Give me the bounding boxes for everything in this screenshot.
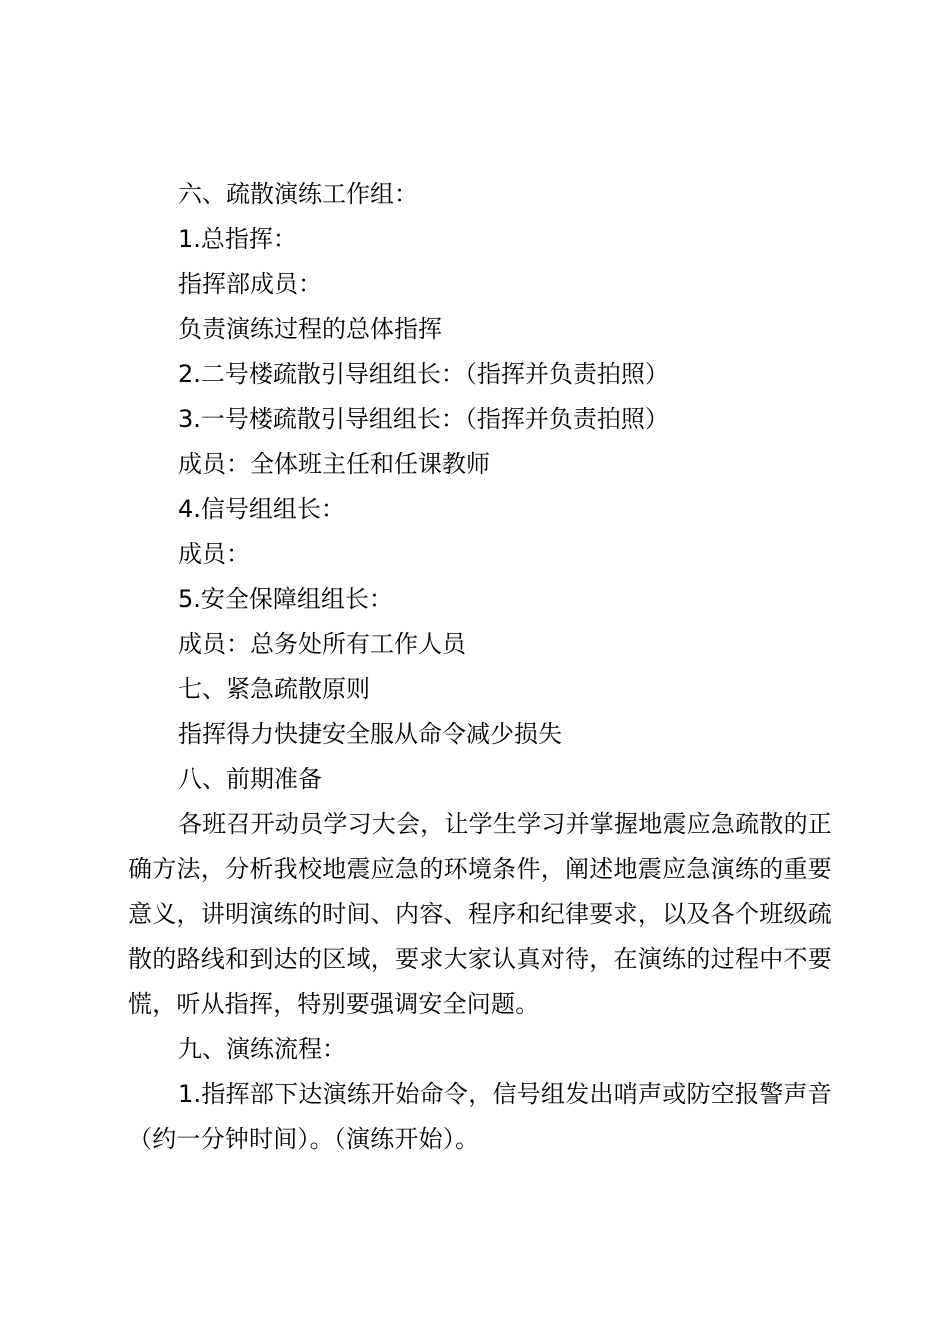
line-command-duty: 负责演练过程的总体指挥 [178, 315, 442, 343]
paragraph-preparation: 各班召开动员学习大会，让学生学习并掌握地震应急疏散的正确方法，分析我校地震应急的环境条件，阐述地震应急演练的重要意义，讲明演练的时间、内容、程序和纪律要求，以及各个班级疏散的路线和到达的区域，要求大家认真对待，在演练的过程中不要慌，听从指挥，特别要强调安全问题。 [128, 810, 832, 1018]
line-principles: 指挥得力快捷安全服从命令减少损失 [178, 720, 562, 748]
line-building1-leader: 3.一号楼疏散引导组组长：（指挥并负责拍照） [178, 405, 669, 433]
line-building2-leader: 2.二号楼疏散引导组组长：（指挥并负责拍照） [178, 360, 669, 388]
line-signal-members: 成员： [178, 540, 250, 568]
heading-evacuation-team: 六、疏散演练工作组： [178, 180, 418, 208]
line-guide-members: 成员：全体班主任和任课教师 [178, 450, 490, 478]
heading-preparation: 八、前期准备 [178, 765, 322, 793]
line-safety-members: 成员：总务处所有工作人员 [178, 630, 466, 658]
line-safety-leader: 5.安全保障组组长： [178, 585, 393, 613]
line-chief-commander: 1.总指挥： [178, 225, 297, 253]
line-signal-leader: 4.信号组组长： [178, 495, 345, 523]
document-body [128, 172, 832, 1162]
heading-drill-process: 九、演练流程： [178, 1035, 346, 1063]
paragraph-drill-step-1: 1.指挥部下达演练开始命令，信号组发出哨声或防空报警声音（约一分钟时间）。（演练开始）。 [128, 1080, 832, 1153]
heading-evacuation-principles: 七、紧急疏散原则 [178, 675, 370, 703]
line-command-members: 指挥部成员： [178, 270, 322, 298]
